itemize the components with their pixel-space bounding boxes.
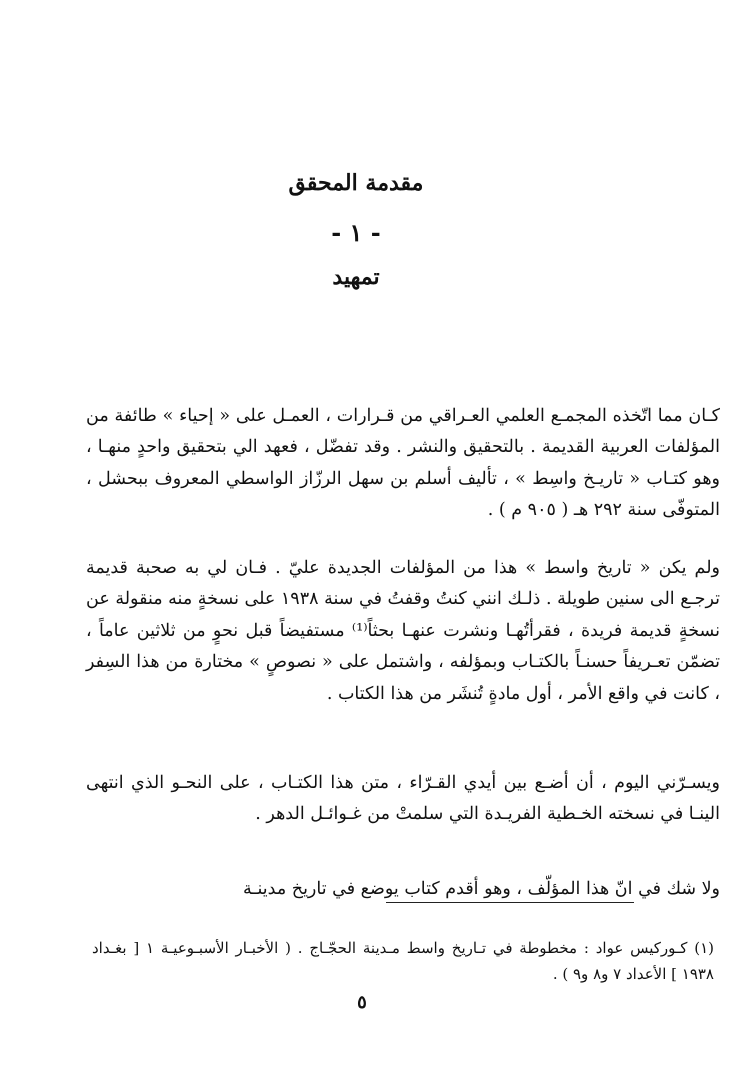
page-number: ٥ xyxy=(357,992,367,1013)
paragraph-3: ويسـرّني اليوم ، أن أضـع بين أيدي القـرّاء ، متن هذا الكتـاب ، على النحـو الذي انتهى الينـا في نسخته الخـطية الفريـدة التي سلمتْ من غـوائـل الدهر . xyxy=(86,772,720,824)
section-title: تمهيد xyxy=(332,264,380,290)
footnote-divider xyxy=(386,902,634,903)
footnote: (١) كـوركيس عواد : مخطوطة في تـاريخ واسط مـدينة الحجّـاج . ( الأخبـار الأسبـوعيـة ١ [ بغـداد ١٩٣٨ ] الأعداد ٧ و٨ و٩ ) . xyxy=(92,939,714,983)
paragraph-1: كـان مما اتّخذه المجمـع العلمي العـراقي من قـرارات ، العمـل على « إحياء » طائفة من المؤلفات العربية القديمة . بالتحقيق والنشر . وقد تفضّل ، فعهد الي بتحقيق واحدٍ منهـا ، وهو كتـاب « تاريـخ واسِط » ، تأليف أسلم بن سهل الرزّاز الواسطي المعروف ببحشل ، المتوفّى سنة ٢٩٢ هـ ( ٩٠٥ م ) . xyxy=(86,405,720,520)
paragraph-2: ولم يكن « تاريخ واسط » هذا من المؤلفات الجديدة عليّ . فـان لي به صحبة قديمة ترجـع الى سنين طويلة . ذلـك انني كنتُ وقفتُ في سنة ١٩٣٨ على نسخةٍ منه منقولة عن نسخةٍ قديمة فريدة ، فقرأتُهـا ونشرت عنهـا بحثاً⁽¹⁾ مستفيضاً قبل نحوٍ من ثلاثين عاماً ، تضمّن تعـريفاً حسنـاً بالكتـاب وبمؤلفه ، واشتمل على « نصوصٍ » مختارة من هذا السِفر ، كانت في واقع الأمر ، أول مادةٍ تُنشَر من هذا الكتاب . xyxy=(86,557,721,704)
page-title: مقدمة المحقق xyxy=(288,170,424,196)
paragraph-4: ولا شك في انّ هذا المؤلّف ، وهو أقدم كتاب يوضع في تاريخ مدينـة xyxy=(242,878,720,899)
section-number: - ١ - xyxy=(331,218,381,247)
